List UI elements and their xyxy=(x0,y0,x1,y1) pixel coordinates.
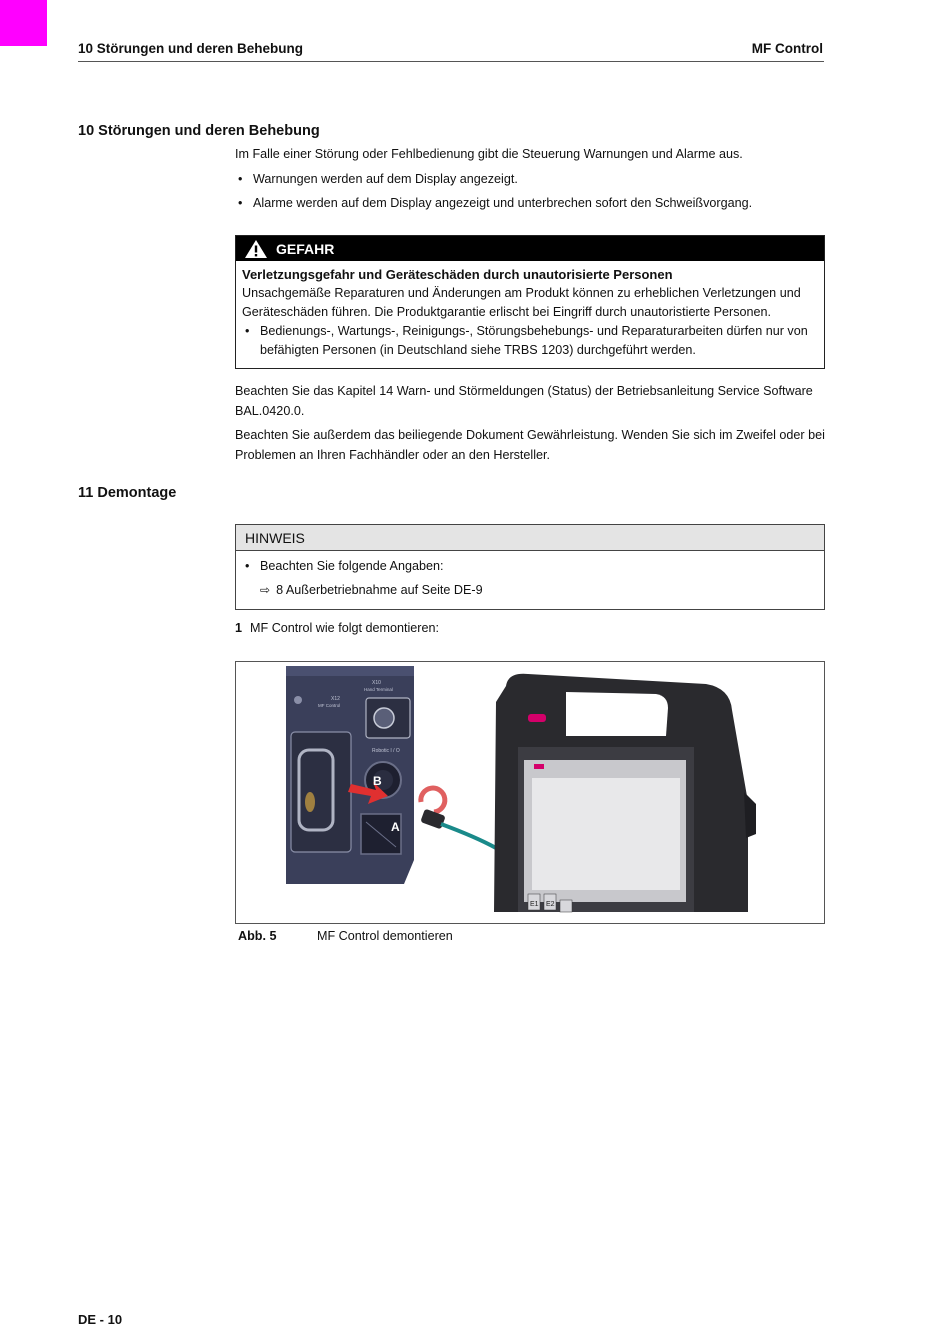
danger-subtitle: Verletzungsgefahr und Geräteschäden durch unautorisierte Personen xyxy=(242,267,673,282)
x10-label: X10 xyxy=(372,680,381,686)
notice-header: HINWEIS xyxy=(236,525,824,551)
danger-box xyxy=(235,235,825,369)
rotate-arrow-icon xyxy=(421,788,445,812)
terminal-handle-gap xyxy=(566,692,668,736)
danger-body xyxy=(236,261,824,368)
notice-box xyxy=(235,524,825,610)
step-text: MF Control wie folgt demontieren: xyxy=(250,621,440,635)
danger-label: GEFAHR xyxy=(276,240,335,257)
terminal-logo xyxy=(528,714,546,722)
figure-demontage xyxy=(235,661,825,924)
caption-text: MF Control demontieren xyxy=(317,929,453,943)
arrow-right-icon: ⇨ xyxy=(260,583,271,597)
screw-icon xyxy=(294,696,302,704)
note-chapter-14: Beachten Sie das Kapitel 14 Warn- und Störmeldungen (Status) der Betriebsanleitung Service Software BAL.0420.0. xyxy=(235,384,813,418)
section-11-heading: 11 Demontage xyxy=(78,485,177,501)
bullet-alarms: • Alarme werden auf dem Display angezeigt und unterbrechen sofort den Schweißvorgang. xyxy=(235,194,825,214)
x12-sublabel: MF Control xyxy=(318,703,341,708)
warning-triangle-icon xyxy=(244,239,268,259)
notice-reference[interactable] xyxy=(242,578,818,602)
running-header-product: MF Control xyxy=(751,41,823,56)
figure-caption xyxy=(238,929,453,943)
step-number: 1 xyxy=(235,621,243,635)
section-10-intro: Im Falle einer Störung oder Fehlbedienung gibt die Steuerung Warnungen und Alarme aus. xyxy=(235,147,743,161)
section-10-heading: 10 Störungen und deren Behebung xyxy=(78,123,320,139)
header-divider xyxy=(78,61,824,62)
x10-sublabel: Hand Terminal xyxy=(364,687,393,692)
danger-bullet: • Bedienungs-, Wartungs-, Reinigungs-, Störungsbehebungs- und Reparaturarbeiten dürfen nur von befähigten Personen (in Deutschland siehe TRBS 1203) durchgeführt werden. xyxy=(242,322,818,360)
x12-label: X12 xyxy=(331,696,340,702)
figure-illustration xyxy=(236,662,824,923)
robotic-io-label: Robotic I / O xyxy=(372,748,400,754)
notice-body xyxy=(236,551,824,609)
key-e2-label: E2 xyxy=(546,901,555,908)
notes-body xyxy=(235,382,825,470)
page-number: DE - 10 xyxy=(78,1312,123,1327)
cable xyxy=(441,824,496,848)
section-10-body xyxy=(235,145,825,219)
key-e1-label: E1 xyxy=(530,901,539,908)
notice-item: • Beachten Sie folgende Angaben: xyxy=(242,554,818,578)
step-1 xyxy=(235,621,439,635)
danger-header xyxy=(236,236,824,261)
label-a: A xyxy=(391,820,400,834)
danger-text: Unsachgemäße Reparaturen und Änderungen am Produkt können zu erheblichen Verletzungen und Geräteschäden führen. Die Produktgarantie erlischt bei Eingriff durch unautoristierte Personen. xyxy=(242,286,801,319)
chapter-tab-marker xyxy=(0,0,47,46)
bullet-warnings: • Warnungen werden auf dem Display angezeigt. xyxy=(235,170,825,190)
notice-reference-link[interactable]: 8 Außerbetriebnahme auf Seite DE-9 xyxy=(276,583,483,597)
section-10-bullets xyxy=(235,170,825,214)
label-b: B xyxy=(373,774,382,788)
caption-label: Abb. 5 xyxy=(238,929,277,943)
running-header-chapter: 10 Störungen und deren Behebung xyxy=(78,41,304,56)
note-warranty: Beachten Sie außerdem das beiliegende Dokument Gewährleistung. Wenden Sie sich im Zweifel oder bei Problemen an Ihren Fachhändler oder an den Hersteller. xyxy=(235,428,825,462)
